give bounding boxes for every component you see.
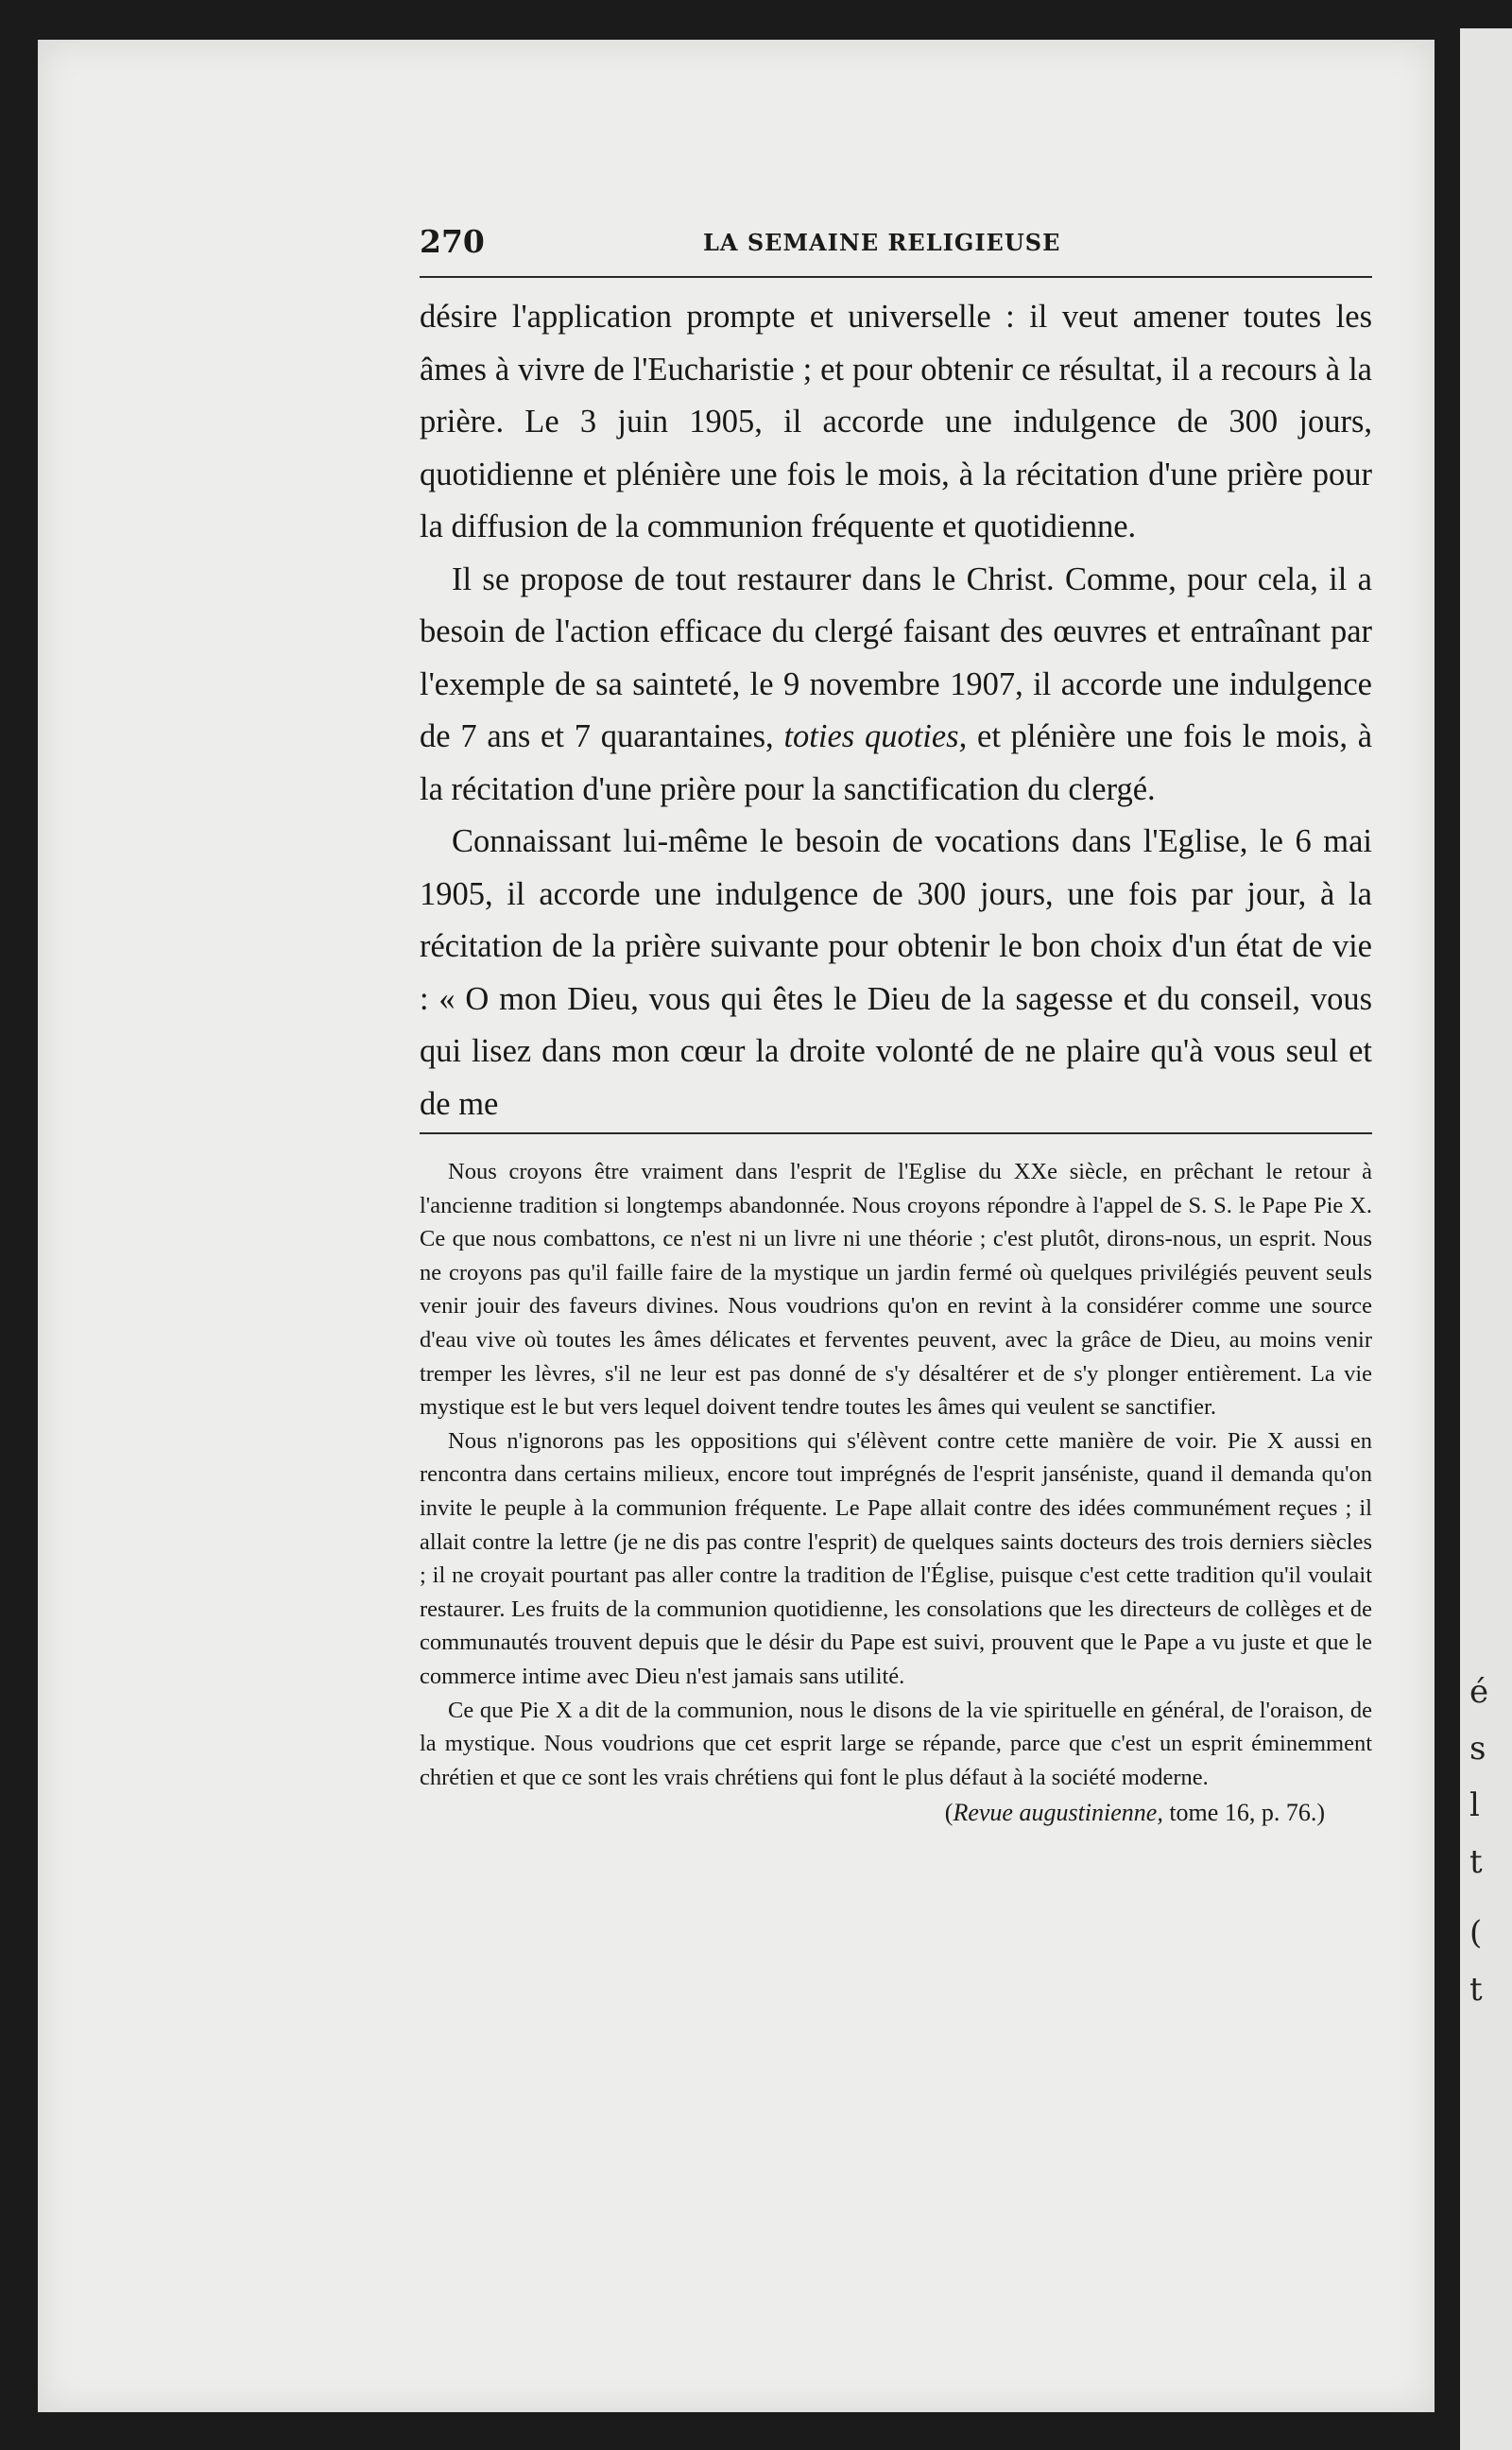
footnotes	[420, 1155, 1372, 1830]
source-title: Revue augustinienne,	[953, 1799, 1163, 1827]
margin-fragment: é	[1469, 1673, 1489, 1711]
header-rule	[420, 276, 1372, 278]
paragraph-text: et plénière une fois le mois, à la récitation d'une prière pour la sanctification du clergé.	[420, 718, 1373, 807]
page-number: 270	[420, 223, 485, 260]
footnote-paragraph: Nous n'ignorons pas les oppositions qui s'élèvent contre cette manière de voir. Pie X aussi en rencontra dans certains milieux, encore tout imprégnés de l'esprit janséniste, quand il demanda qu'on invite le peuple à la communion fréquente. Le Pape allait contre des idées communément reçues ; il allait contre la lettre (je ne dis pas contre l'esprit) de quelques saints docteurs des trois derniers siècles ; il ne croyait pourtant pas aller contre la tradition de l'Église, puisque c'est cette tradition qu'il voulait restaurer. Les fruits de la communion quotidienne, les consolations que les directeurs de collèges et de communautés trouvent depuis que le désir du Pape est suivi, prouvent que le Pape a vu juste et que le commerce intime avec Dieu n'est jamais sans utilité.	[420, 1427, 1372, 1689]
margin-fragment: t	[1469, 1843, 1483, 1881]
page-header	[420, 219, 1372, 267]
next-page-edge	[1460, 28, 1512, 2450]
footnote-paragraph: Nous croyons être vraiment dans l'esprit de l'Eglise du XXe siècle, en prêchant le retour à l'ancienne tradition si longtemps abandonnée. Nous croyons répondre à l'appel de S. S. le Pape Pie X. Ce que nous combattons, ce n'est ni un livre ni une théorie ; c'est plutôt, dirons-nous, un esprit. Nous ne croyons pas qu'il faille faire de la mystique un jardin fermé où quelques privilégiés peuvent seuls venir jouir des faveurs divines. Nous voudrions qu'on en revint à la considérer comme une source d'eau vive où toutes les âmes délicates et ferventes peuvent, avec la grâce de Dieu, au moins venir tremper les lèvres, s'il ne leur est pas donné de s'y désaltérer et de s'y plonger entièrement. La vie mystique est le but vers lequel doivent tendre toutes les âmes qui veulent se sanctifier.	[420, 1159, 1372, 1421]
paragraph-text: Il se propose de tout restaurer dans le Christ. Comme, pour cela, il a besoin de l'action efficace du clergé faisant des œuvres et entraînant par l'exemple de sa sainteté, le 9 novembre 1907, il accorde une indulgence de 7 ans et 7 quarantaines,	[420, 561, 1372, 754]
paragraph: Connaissant lui-même le besoin de vocations dans l'Eglise, le 6 mai 1905, il accorde une indulgence de 300 jours, une fois par jour, à la récitation de la prière suivante pour obtenir le bon choix d'un état de vie : « O mon Dieu, vous qui êtes le Dieu de la sagesse et du conseil, vous qui lisez dans mon cœur la droite volonté de ne plaire qu'à vous seul et de me	[420, 823, 1372, 1122]
margin-fragment: t	[1469, 1971, 1483, 2009]
source-reference: tome 16, p. 76.	[1169, 1799, 1317, 1827]
footnote-source: (Revue augustinienne, tome 16, p. 76.)	[944, 1799, 1325, 1827]
margin-fragment: l	[1469, 1786, 1480, 1824]
main-text	[420, 291, 1372, 1130]
paragraph	[420, 554, 1372, 817]
paragraph: désire l'application prompte et universelle : il veut amener toutes les âmes à vivre de l'Eucharistie ; et pour obtenir ce résultat, il a recours à la prière. Le 3 juin 1905, il accorde une indulgence de 300 jours, quotidienne et plénière une fois le mois, à la récitation d'une prière pour la diffusion de la communion fréquente et quotidienne.	[420, 299, 1372, 544]
margin-fragment: (	[1469, 1914, 1483, 1952]
footnote-paragraph: Ce que Pie X a dit de la communion, nous le disons de la vie spirituelle en général, de l'oraison, de la mystique. Nous voudrions que cet esprit large se répande, parce que c'est un esprit éminemment chrétien et que ce sont les vrais chrétiens qui font le plus défaut à la société moderne.	[420, 1697, 1372, 1790]
margin-fragment: s	[1469, 1730, 1486, 1768]
italic-phrase: toties quoties,	[783, 718, 968, 754]
footnote-rule	[420, 1132, 1372, 1134]
running-title: LA SEMAINE RELIGIEUSE	[703, 229, 1061, 256]
